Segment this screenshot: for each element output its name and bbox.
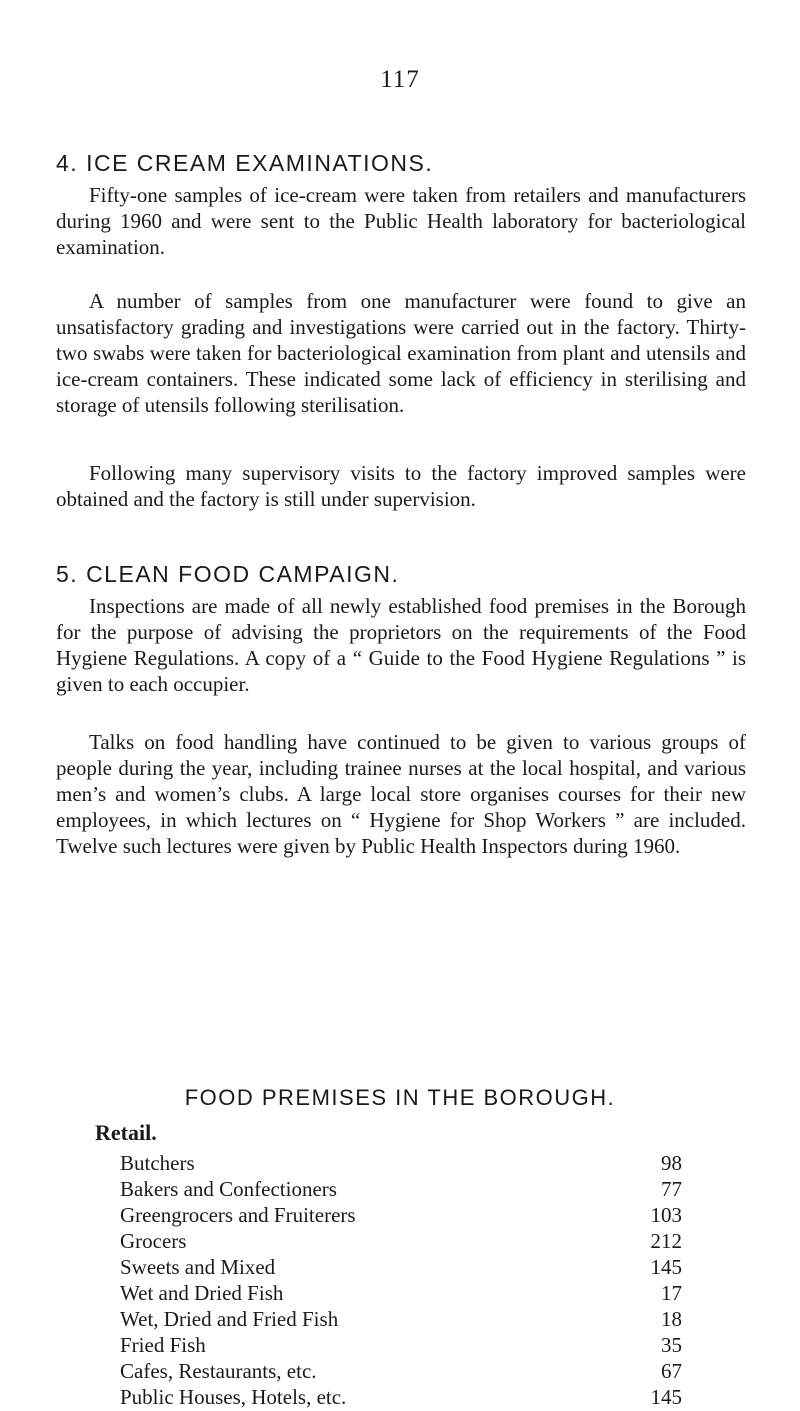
- premises-type: Cafes, Restaurants, etc.: [120, 1359, 317, 1383]
- table-row: [120, 1255, 682, 1281]
- premises-table-title: FOOD PREMISES IN THE BOROUGH.: [184, 1085, 616, 1110]
- premises-count: 67: [661, 1359, 682, 1383]
- section-5-heading: 5. CLEAN FOOD CAMPAIGN.: [56, 561, 400, 587]
- premises-type: Sweets and Mixed: [120, 1255, 276, 1279]
- page-number: 117: [380, 66, 420, 93]
- table-row: [120, 1333, 682, 1359]
- premises-type: Wet and Dried Fish: [120, 1281, 284, 1305]
- table-row: [120, 1281, 682, 1307]
- premises-count: 98: [661, 1151, 682, 1175]
- premises-count: 103: [650, 1203, 682, 1227]
- table-row: [120, 1307, 682, 1333]
- section-5-paragraph-2: Talks on food handling have continued to be given to various groups of people during the year, including trainee nurses at the local hospital, and various men’s and women’s clubs. A large local store organises courses for their new employees, in which lectures on “ Hygiene for Shop Workers ” are included. Twelve such lectures were given by Public Health Inspectors during 1960.: [56, 730, 746, 858]
- premises-count: 77: [661, 1177, 682, 1201]
- table-row: [120, 1203, 682, 1229]
- section-4-heading: 4. ICE CREAM EXAMINATIONS.: [56, 150, 434, 176]
- premises-count: 35: [661, 1333, 682, 1357]
- section-4-paragraph-3: Following many supervisory visits to the factory improved samples were obtained and the factory is still under supervision.: [56, 461, 746, 511]
- section-4-paragraph-2: A number of samples from one manufacturer were found to give an unsatisfactory grading and investigations were carried out in the factory. Thirty-two swabs were taken for bacteriological examination from plant and utensils and ice-cream containers. These indicated some lack of efficiency in sterilising and storage of utensils following sterilisation.: [56, 289, 746, 417]
- table-row: [120, 1151, 682, 1177]
- table-row: [120, 1177, 682, 1203]
- premises-type: Bakers and Confectioners: [120, 1177, 337, 1201]
- premises-table: [120, 1151, 682, 1411]
- premises-category-label: Retail.: [95, 1120, 157, 1145]
- premises-count: 17: [661, 1281, 682, 1305]
- premises-type: Wet, Dried and Fried Fish: [120, 1307, 339, 1331]
- section-4-paragraph-1: Fifty-one samples of ice-cream were taken from retailers and manufacturers during 1960 and were sent to the Public Health laboratory for bacteriological examination.: [56, 183, 746, 259]
- table-row: [120, 1229, 682, 1255]
- table-row: [120, 1385, 682, 1411]
- premises-type: Greengrocers and Fruiterers: [120, 1203, 356, 1227]
- premises-count: 145: [650, 1385, 682, 1409]
- premises-type: Public Houses, Hotels, etc.: [120, 1385, 347, 1409]
- premises-type: Fried Fish: [120, 1333, 206, 1357]
- premises-count: 212: [650, 1229, 682, 1253]
- premises-type: Butchers: [120, 1151, 195, 1175]
- section-5-paragraph-1: Inspections are made of all newly established food premises in the Borough for the purpose of advising the proprietors on the requirements of the Food Hygiene Regulations. A copy of a “ Guide to the Food Hygiene Regulations ” is given to each occupier.: [56, 594, 746, 696]
- table-row: [120, 1359, 682, 1385]
- premises-type: Grocers: [120, 1229, 187, 1253]
- premises-count: 145: [650, 1255, 682, 1279]
- premises-count: 18: [661, 1307, 682, 1331]
